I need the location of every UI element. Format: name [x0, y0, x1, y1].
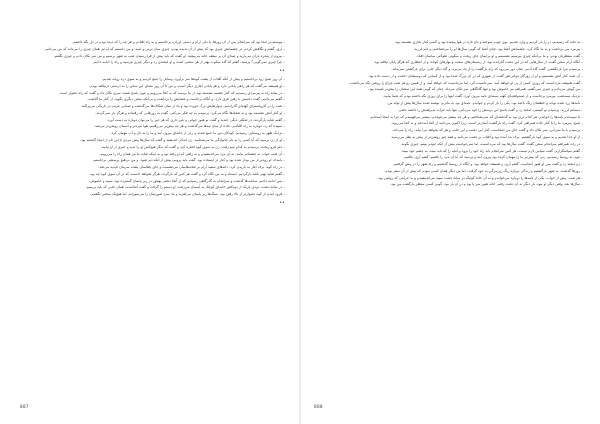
- left-section-1: [21, 40, 285, 66]
- paragraph: – به خانه که رسیدیم، در را باز کردیم و وارد شدیم. بوی چوب سوخته و نان تازه در هوا پیچیده بود و کسی کنار بخاری نشسته بود.: [394, 40, 583, 44]
- paragraph: – نزدیک نیمه‌شب، پیرمرد برخاست و از صندوقچه‌ای کهنه بسته‌ای نامه بیرون آورد. گفت اینها را برای روزی نگه داشته بودم که شما بیایید.: [382, 94, 583, 99]
- paragraph: – چرا چیزی نمی‌گویی؟ پرسید. گفتم که گاه سکوت بهتر از هر سخنی است و او لبخندی زد و دیگر چیزی نپرسید و راه را ادامه دادیم.: [92, 60, 285, 65]
- paragraph: – پیرمرد سر برداشت و به ما نگاه کرد. چشمانش آشنا بود، چنان آشنا که گویی سال‌ها او را می‌شناختم، و دلم لرزید.: [413, 46, 583, 51]
- left-page: [0, 0, 299, 424]
- paragraph: – آن شب کنار آتش نشستیم و او از روزگار جوانی‌اش گفت. از شهری که در آن بزرگ شده بود و از کسانی که دوستشان داشت و از دست داده بود.: [367, 73, 583, 78]
- paragraph: – آنگاه آرام سخن گفت، از سال‌هایی که در این دشت گذرانده بود، از زمستان‌های سخت و بهارهای کوتاه، و از انتظاری که هرگز پایان نیافته بود.: [373, 60, 583, 65]
- paragraph: – سپیده که زد، دوباره به راه افتادیم. جاده از میان تپه‌ها می‌گذشت و هر چه پیش‌تر می‌رفتیم، هوا سردتر و آسمان روشن‌تر می‌شد.: [93, 124, 285, 129]
- left-page-text: [21, 40, 285, 400]
- paragraph: – در میانهٔ راه به پیرمردی رسیدیم که کنار چشمه نشسته بود. از ما پرسید که به کجا می‌رویم و چون پاسخ شنید، سری تکان داد و گفت که راه دشوار است.: [58, 90, 285, 95]
- right-section-2: [313, 74, 583, 188]
- paragraph: – گفتم شاید بازگردند، در شکلی دیگر. خندید و گفت تو هنوز جوانی و باور داری که هر چیز را می‌توان دوباره به دست آورد.: [106, 117, 285, 122]
- paragraph: – گفتم شاید بهتر باشد بازگردیم. ایستاد و به من نگاه کرد و گفت هر کس که بازگردد، هرگز نخواهد دانست که در آن سوی کوه چه بود.: [89, 171, 285, 176]
- paragraph: – گفتم می‌دانیم. گفت دانستن با رفتن فرق دارد. و آنگاه برخاست و عصایش را برداشت و بی‌آنکه سخن دیگری بگوید، از کنار ما گذشت.: [86, 97, 285, 102]
- paragraph: – پرسیدم چرا بازنگشتی. گفت گاه آدمی چنان دور می‌رود که راه بازگشت را از یاد می‌برد، و گاه دیگر جایی برای بازگشتن نمی‌ماند.: [391, 67, 583, 72]
- paragraph: – شب را در کاروانسرای کهنه‌ای گذراندیم. دیوارهایش ترک خورده بود و باد از میان شکاف‌ها می‌گذشت و صدایی غریب در تاریکی می‌پراکند.: [80, 104, 285, 109]
- paragraph: – آن شب خواب به چشمانم نیامد. به آن مرد می‌اندیشیدم و به راهی که او رفته بود و به اینکه شاید ما نیز همان راه را می‌رویم.: [99, 151, 285, 156]
- paragraph: – پیوسته در آنجا بود که سرانجام پس از آن روزها، با دلی آرام و دستی لرزان، برخاستم و به راه افتادم و هر چه را که دیده بودم در دل نگه داشتم.: [72, 40, 285, 44]
- paragraph: – بامداد، او زودتر از من بیدار شده بود و کنار در ایستاده بود. گفت باید برویم، پیش از آنکه دیر شود. و من بی‌هیچ پرسشی برخاستم.: [92, 158, 285, 163]
- paragraph: – آن روز صبح زود برخاستیم و پیش از آنکه آفتاب از پشت کوه‌ها سر برآورد، وسایل را جمع کردیم و به سوی دره روانه شدیم.: [101, 76, 285, 81]
- paragraph: – چون به روستا رسیدیم، زنی که پیش‌تر ما را مهمان کرده بود بیرون آمد و پرسید که آیا آن مرد را یافتیم. گفتم آری، یافتیم.: [403, 155, 583, 160]
- paragraph: – نامه‌ها زرد شده بودند و خطشان رنگ باخته بود. یکی را باز کردم و خواندم. نامه‌ای بود به مادرم، نوشته شده سال‌ها پیش از تولد من.: [386, 101, 583, 106]
- paragraph: – هر شب، پیش از خواب، یکی از نامه‌ها را دوباره می‌خواندم و به آن خانهٔ کوچک در میانهٔ دشت سپید می‌اندیشیدم و به چراغی که روشن بود.: [377, 175, 583, 180]
- paragraph: – گفت منتظرتان بودم. و ما بی‌آنکه چیزی بپرسیم نشستیم و او برایمان چای ریخت و سکوتی طولانی میانمان افتاد.: [415, 53, 583, 58]
- page-number: 887: [20, 404, 29, 409]
- paragraph: – در راه، همراهم سرانجام سخن گفت. گفت سال‌ها بود که می‌دانست، اما نمی‌خواست پیش از آنکه خودم ببینم، چیزی بگوید.: [400, 141, 583, 146]
- paragraph: – پرسیدم با ما نمی‌آیی. سر تکان داد و گفت جای من اینجاست، کنار این دشت و این خانه، و هر که بخواهد مرا بیابد، راه را می‌داند.: [392, 128, 583, 133]
- section-separator: ••: [279, 67, 285, 74]
- paragraph: – آری، گفتم و نگاهش کردم. در چشمانش چیزی بود که پیش از آن ندیده بودم، چیزی میان ترس و امید، و من دانستم که او نیز همان چیزی را می‌داند که من می‌دانم.: [44, 46, 285, 51]
- right-page: [301, 0, 600, 424]
- left-section-2: [21, 77, 285, 198]
- section-separator: ••: [279, 199, 285, 206]
- paragraph: – گفت همیشه می‌دانست که روزی کسی از پی او خواهد آمد. نمی‌دانست کی، اما می‌دانست که خواهد آمد، و از همین رو هر شب چراغ را روشن نگه می‌داشت.: [349, 80, 583, 85]
- paragraph: – نزدیک ظهر به روستایی رسیدیم. کودکان دور ما جمع شدند و زنی از خانه‌ای بیرون آمد و ما را به نان و آب مهمان کرد.: [110, 131, 285, 136]
- paragraph: – زن لبخند زد و گفت پس او هنوز آنجاست. گفتم آری، و همیشه خواهد بود. و آنگاه از روستا گذشتیم و راه شهر را در پیش گرفتیم.: [392, 162, 583, 167]
- paragraph: – از او جدا شدیم و به سوی کوه بازگشتیم. برف بند آمده بود و آفتاب بر دشت می‌تابید و همه چیز روشن‌تر از پیش به نظر می‌رسید.: [390, 134, 583, 139]
- paragraph: – تا سپیده‌دم نامه‌ها را خواندم. هر کدام دری بود به گذشته‌ای که نمی‌شناختم، و هر چه بیشتر می‌خواندم، بیشتر می‌فهمیدم که چرا به اینجا آمده‌ایم.: [369, 114, 583, 119]
- paragraph: – گفتم سپاسگزارم. گفت سپاس لازم نیست، هر کس سرانجام باید راه خود را برود و آنچه را که باید ببیند، به چشم خود ببیند.: [400, 148, 583, 153]
- right-page-text: [313, 40, 583, 400]
- paragraph: – روزها گذشت. به شهر بازگشتیم و زندگی دوباره رنگ روزمرگی به خود گرفت، اما من دیگر همان کسی نبودم که پیش از آن سفر بودم.: [384, 168, 583, 173]
- page-number: 888: [314, 404, 323, 409]
- paragraph: – من گوش می‌دادم و چیزی نمی‌گفتم. همراهم نیز خاموش بود و تنها گاه‌گاهی سر تکان می‌داد، چنان که گویی همهٔ این سخنان را پیش‌تر شنیده بود.: [368, 87, 583, 92]
- right-section-1: [313, 40, 583, 73]
- paragraph: – او از زن پرسید که آیا کسی را به نام خانوادگی ما می‌شناسد. زن اندکی اندیشید و گفت که سال‌ها پیش مردی با این نام از اینجا گذشته بود.: [79, 137, 285, 142]
- paragraph: – او کنار آتش نشسته بود و به شعله‌ها نگاه می‌کرد. پرسیدم به چه فکر می‌کنی. گفت به روزهایی که رفته‌اند و هرگز باز نمی‌گردند.: [95, 110, 285, 115]
- paragraph: – در راه کوه، برف آغاز به باریدن کرد. دانه‌های سفید آرام بر شانه‌هایمان می‌نشست و جای پاهایمان پشت سرمان ناپدید می‌شد.: [98, 165, 285, 170]
- paragraph: – او همیشه می‌گفت که هر راهی پایانی دارد و هر پایانی آغازی دیگر است، و من تا آن روز معنای این سخن را به درستی درنیافته بودم.: [89, 83, 285, 88]
- paragraph: – سال‌ها بعد، وقتی دیگر او نبود، بار دیگر به آن دشت رفتم. خانه هنوز سر پا بود و در آن باز بود، گویی کسی منتظر بازگشت من بود.: [390, 182, 583, 187]
- paragraph: – بیرون از پنجره باران می‌بارید و صدای آن بر سقف خانه می‌پیچید. او گفت که باید پیش از فرا رسیدن شب به شهر برسیم و من سر تکان دادم و چیزی نگفتم.: [53, 53, 285, 58]
- paragraph: – دلم فرو ریخت. پرسیدم به کدام سو رفت. زن به سوی کوه اشاره کرد و گفت که دیگر هیچ‌کس او را ندید و خبری از او نیامد.: [100, 144, 285, 149]
- paragraph: – دستانم لرزید. پرسیدم تو کیستی. لبخند زد و گفت پاسخ این پرسش را خود می‌دانی، تنها باید جرأت پذیرفتنش را داشته باشی.: [397, 107, 583, 112]
- paragraph: – در میانهٔ دشت، دودی باریک از دودکش خانه‌ای کوچک به آسمان می‌رفت. او دستم را گرفت و گفت آنجاست، همان جایی که باید برسیم.: [85, 185, 285, 190]
- paragraph: – فرود آمدن از کوه دشوارتر از بالا رفتن بود. سنگ‌ها زیر پایمان می‌لغزید و باد سرد صورتمان را می‌سوزاند، اما هیچ‌یک سخنی نگفتیم.: [90, 192, 285, 197]
- paragraph: – پس ادامه دادیم. ساعت‌ها گذشت و سرانجام به گذرگاهی رسیدیم که از آنجا دشتی پهناور در زیر پایمان گسترده بود، سپید و خاموش.: [89, 178, 285, 183]
- paragraph: – صبح، پیرمرد ما را تا کنار جاده همراهی کرد. گفت راه بازگشت آسان‌تر است، زیرا اکنون می‌دانید از کجا آمده‌اید و به کجا می‌روید.: [391, 121, 583, 126]
